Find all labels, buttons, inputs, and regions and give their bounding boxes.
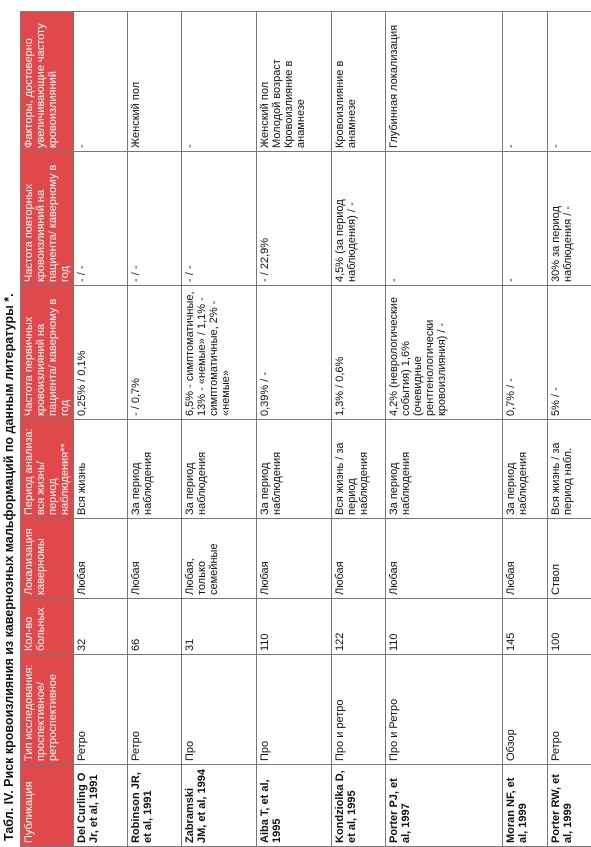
cell-period: Вся жизнь / за период набл. <box>548 420 591 519</box>
cell-patient-count: 110 <box>257 599 332 655</box>
header-period: Период анализа: вся жизнь/ период наблюдения** <box>21 420 74 519</box>
cell-period: Вся жизнь <box>74 420 128 519</box>
cell-primary-rate: 6,5% - симптоматичные, 13% - «немые» / 1,1% - симптоматичные, 2% - «немые» <box>182 286 257 420</box>
table-row <box>386 12 503 847</box>
cell-period: Вся жизнь / за период наблюдения <box>332 420 386 519</box>
cell-study-type: Про и ретро <box>332 655 386 765</box>
cell-publication: Del Curling O Jr, et al, 1991 <box>74 765 128 847</box>
cell-repeat-rate: - <box>386 152 503 286</box>
cell-patient-count: 32 <box>74 599 128 655</box>
cell-period: За период наблюдения <box>257 420 332 519</box>
cell-factors: - <box>503 12 548 152</box>
cell-patient-count: 110 <box>386 599 503 655</box>
cell-study-type: Обзор <box>503 655 548 765</box>
cell-publication: Porter RW, et al, 1999 <box>548 765 591 847</box>
cell-period: За период наблюдения <box>503 420 548 519</box>
cell-period: За период наблюдения <box>386 420 503 519</box>
cell-patient-count: 66 <box>128 599 182 655</box>
cell-study-type: Про <box>257 655 332 765</box>
table-caption: Табл. IV. Риск кровоизлияния из кавернозных мальформаций по данным литературы *. <box>2 293 16 841</box>
header-row <box>21 12 74 847</box>
cell-publication: Zabramski JM, et al, 1994 <box>182 765 257 847</box>
cell-repeat-rate: 30% за период наблюдения / - <box>548 152 591 286</box>
table-row <box>332 12 386 847</box>
header-factors: Факторы, достоверно увеличивающие частоту кровоизлияний <box>21 12 74 152</box>
cell-patient-count: 100 <box>548 599 591 655</box>
cell-study-type: Ретро <box>548 655 591 765</box>
table-row <box>182 12 257 847</box>
cell-primary-rate: 4,2% (неврологические события) 1,6% (очевидные рентгенологически кровоизлияния) / - <box>386 286 503 420</box>
hemorrhage-risk-table <box>20 11 591 847</box>
cell-primary-rate: - / 0,7% <box>128 286 182 420</box>
cell-study-type: Про <box>182 655 257 765</box>
cell-factors: - <box>74 12 128 152</box>
cell-location: Любая <box>74 519 128 599</box>
cell-publication: Moran NF, et al, 1999 <box>503 765 548 847</box>
header-primary-rate: Частота первичных кровоизлияний на пациента/ каверному в год <box>21 286 74 420</box>
table-row <box>548 12 591 847</box>
cell-factors: - <box>182 12 257 152</box>
cell-factors: Женский пол Молодой возраст Кровоизлияние в анамнезе <box>257 12 332 152</box>
cell-period: За период наблюдения <box>182 420 257 519</box>
cell-factors: Женский пол <box>128 12 182 152</box>
cell-publication: Kondziolka D, et al, 1995 <box>332 765 386 847</box>
cell-location: Ствол <box>548 519 591 599</box>
header-patient-count: Кол-во больных <box>21 599 74 655</box>
cell-primary-rate: 0,39% / - <box>257 286 332 420</box>
cell-patient-count: 31 <box>182 599 257 655</box>
cell-study-type: Ретро <box>74 655 128 765</box>
cell-repeat-rate: - / - <box>182 152 257 286</box>
cell-primary-rate: 1,3% / 0,6% <box>332 286 386 420</box>
cell-primary-rate: 0,7% / - <box>503 286 548 420</box>
cell-publication: Aiba T, et al, 1995 <box>257 765 332 847</box>
table-row <box>257 12 332 847</box>
cell-location: Любая <box>332 519 386 599</box>
table-row <box>128 12 182 847</box>
cell-factors: - <box>548 12 591 152</box>
cell-publication: Robinson JR, et al, 1991 <box>128 765 182 847</box>
cell-repeat-rate: - / - <box>128 152 182 286</box>
header-study-type: Тип исследования: проспективное/ ретроспективное <box>21 655 74 765</box>
cell-factors: Кровоизлияние в анамнезе <box>332 12 386 152</box>
cell-publication: Porter PJ, et al, 1997 <box>386 765 503 847</box>
cell-repeat-rate: - / - <box>74 152 128 286</box>
table-row <box>503 12 548 847</box>
cell-repeat-rate: - <box>503 152 548 286</box>
cell-location: Любая <box>503 519 548 599</box>
header-repeat-rate: Частота повторных кровоизлияний на пациента/ каверному в год <box>21 152 74 286</box>
cell-repeat-rate: 4,5% (за период наблюдения) / - <box>332 152 386 286</box>
cell-location: Любая <box>128 519 182 599</box>
cell-location: Любая, только семейные <box>182 519 257 599</box>
cell-location: Любая <box>386 519 503 599</box>
cell-factors: Глубинная локализация <box>386 12 503 152</box>
cell-patient-count: 122 <box>332 599 386 655</box>
cell-patient-count: 145 <box>503 599 548 655</box>
cell-repeat-rate: - / 22,9% <box>257 152 332 286</box>
cell-location: Любая <box>257 519 332 599</box>
cell-primary-rate: 0,25% / 0,1% <box>74 286 128 420</box>
cell-primary-rate: 5% / - <box>548 286 591 420</box>
cell-period: За период наблюдения <box>128 420 182 519</box>
table-row <box>74 12 128 847</box>
header-publication: Публикация <box>21 765 74 847</box>
cell-study-type: Про и Ретро <box>386 655 503 765</box>
header-location: Локализация каверномы <box>21 519 74 599</box>
cell-study-type: Ретро <box>128 655 182 765</box>
